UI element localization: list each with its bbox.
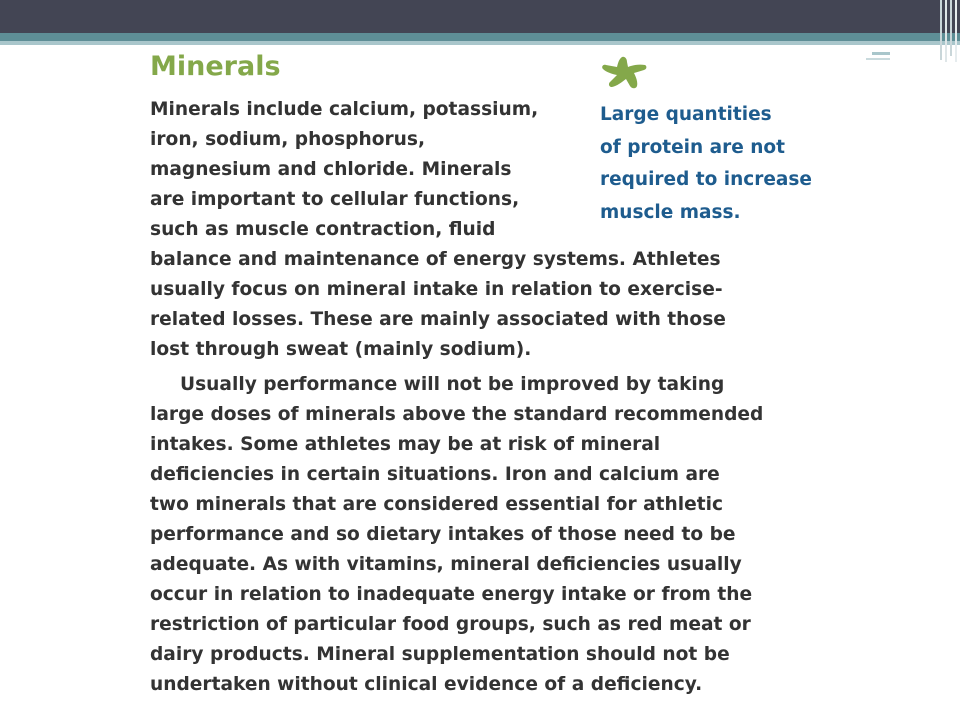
text-line: deficiencies in certain situations. Iron and calcium are <box>150 464 720 485</box>
text-line: undertaken without clinical evidence of a deficiency. <box>150 674 703 695</box>
accent-dash <box>872 52 890 55</box>
text-line <box>150 370 850 400</box>
text-line: related losses. These are mainly associated with those <box>150 309 726 330</box>
top-banner-stripe <box>0 33 960 41</box>
text-line: intakes. Some athletes may be at risk of mineral <box>150 434 661 455</box>
sidebar-note-line: required to increase <box>600 169 812 190</box>
text-line: large doses of minerals above the standard recommended <box>150 404 764 425</box>
text-line: Minerals include calcium, potassium, <box>150 99 539 120</box>
sidebar-note-line: Large quantities <box>600 104 772 125</box>
section-heading: Minerals <box>150 51 281 82</box>
sidebar-note-line: of protein are not <box>600 136 785 158</box>
text-line: two minerals that are considered essential for athletic <box>150 494 724 515</box>
text-line: occur in relation to inadequate energy intake or from the <box>150 584 753 605</box>
text-line: are important to cellular functions, <box>150 189 520 210</box>
scanned-page <box>120 45 864 705</box>
text-line: performance and so dietary intakes of those need to be <box>150 524 736 545</box>
text-line: adequate. As with vitamins, mineral deficiencies usually <box>150 554 742 575</box>
text-line: magnesium and chloride. Minerals <box>150 159 512 180</box>
accent-dash <box>866 58 890 60</box>
corner-decoration <box>936 0 960 62</box>
star-icon <box>600 55 650 91</box>
text-line: dairy products. Mineral supplementation should not be <box>150 644 730 665</box>
text-line-content: Usually performance will not be improved by taking <box>180 374 725 395</box>
text-line: restriction of particular food groups, such as red meat or <box>150 614 751 635</box>
top-banner <box>0 0 960 33</box>
paragraph-2 <box>150 370 850 700</box>
text-line: iron, sodium, phosphorus, <box>150 129 426 150</box>
text-line: balance and maintenance of energy systems. Athletes <box>150 249 721 270</box>
text-line: lost through sweat (mainly sodium). <box>150 339 532 360</box>
text-line: usually focus on mineral intake in relation to exercise- <box>150 279 723 300</box>
paragraph-1 <box>150 95 850 365</box>
text-line: such as muscle contraction, fluid <box>150 219 496 240</box>
sidebar-note-line: muscle mass. <box>600 201 741 223</box>
